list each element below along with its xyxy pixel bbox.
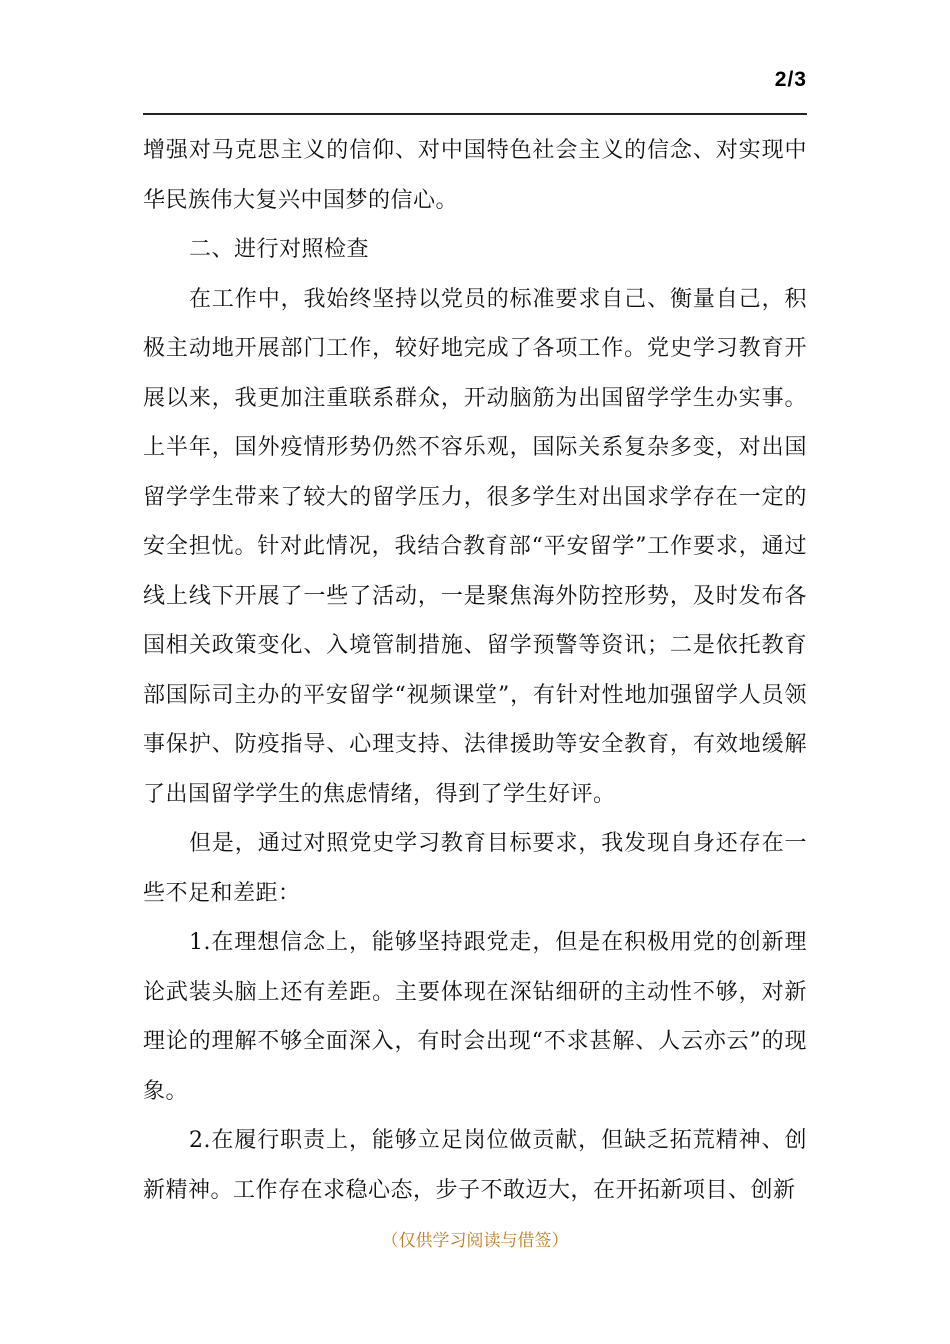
page-number: 2/3 [774,68,807,91]
footer-note: （仅供学习阅读与借签） [381,1231,569,1251]
paragraph-work-review: 在工作中，我始终坚持以党员的标准要求自己、衡量自己，积极主动地开展部门工作，较好地完成了各项工作。党史学习教育开展以来，我更加注重联系群众，开动脑筋为出国留学学生办实事。上半年，国外疫情形势仍然不容乐观，国际关系复杂多变，对出国留学学生带来了较大的留学压力，很多学生对出国求学存在一定的安全担忧。针对此情况，我结合教育部“平安留学”工作要求，通过线上线下开展了一些了活动，一是聚焦海外防控形势，及时发布各国相关政策变化、入境管制措施、留学预警等资讯；二是依托教育部国际司主办的平安留学“视频课堂”，有针对性地加强留学人员领事保护、防疫指导、心理支持、法律援助等安全教育，有效地缓解了出国留学学生的焦虑情绪，得到了学生好评。 [143,286,807,807]
paragraph-item-1: 1.在理想信念上，能够坚持跟党走，但是在积极用党的创新理论武装头脑上还有差距。主要体现在深钻细研的主动性不够，对新理论的理解不够全面深入，有时会出现“不求甚解、人云亦云”的现象。 [143,930,807,1104]
paragraph-continuation: 增强对马克思主义的信仰、对中国特色社会主义的信念、对实现中华民族伟大复兴中国梦的信心。 [143,138,807,213]
document-body [143,126,807,1215]
section-heading: 二、进行对照检查 [189,237,370,262]
header-divider [143,113,807,115]
paragraph-item-2: 2.在履行职责上，能够立足岗位做贡献，但缺乏拓荒精神、创新精神。工作存在求稳心态，步子不敢迈大，在开拓新项目、创新 [143,1128,807,1203]
paragraph-shortcomings-intro: 但是，通过对照党史学习教育目标要求，我发现自身还存在一些不足和差距： [143,831,807,906]
